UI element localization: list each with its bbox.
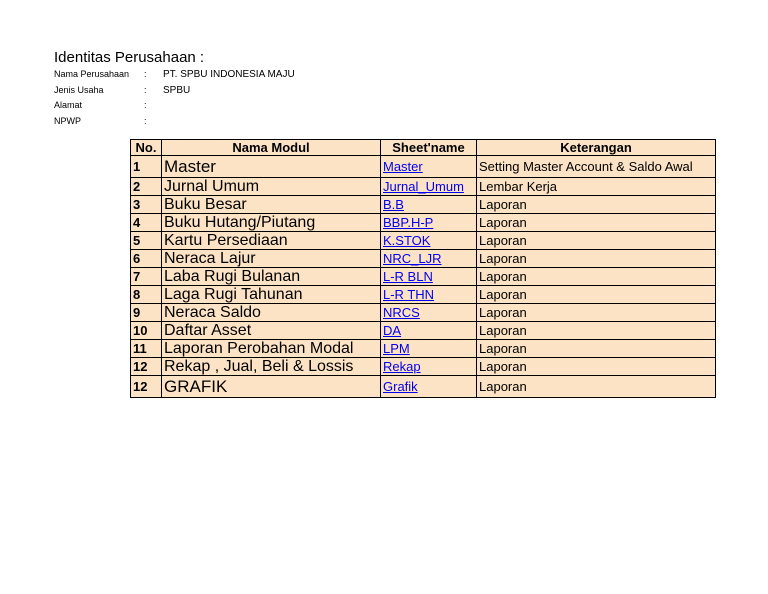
row-number: 4 [131, 214, 162, 232]
module-name: GRAFIK [162, 376, 381, 398]
sheet-link[interactable]: L-R BLN [383, 269, 433, 284]
table-row [131, 196, 716, 214]
description: Laporan [477, 376, 716, 398]
sheet-link[interactable]: Jurnal_Umum [383, 179, 464, 194]
sheet-link[interactable]: K.STOK [383, 233, 431, 248]
module-name: Daftar Asset [162, 322, 381, 340]
row-number: 10 [131, 322, 162, 340]
sheet-cell [381, 376, 477, 398]
module-name: Buku Hutang/Piutang [162, 214, 381, 232]
identity-label: NPWP [54, 115, 81, 126]
sheet-cell [381, 286, 477, 304]
identity-label: Nama Perusahaan [54, 69, 130, 79]
sheet-cell [381, 304, 477, 322]
sheet-cell [381, 196, 477, 214]
row-number: 3 [131, 196, 162, 214]
identity-colon: : [144, 69, 147, 79]
table-row [131, 232, 716, 250]
header-module-name: Nama Modul [162, 140, 381, 156]
sheet-link[interactable]: NRCS [383, 305, 420, 320]
sheet-link[interactable]: NRC_LJR [383, 251, 442, 266]
row-number: 12 [131, 376, 162, 398]
table-row [131, 340, 716, 358]
table-row [131, 178, 716, 196]
row-number: 8 [131, 286, 162, 304]
table-row [131, 304, 716, 322]
sheet-cell [381, 358, 477, 376]
row-number: 2 [131, 178, 162, 196]
identity-row-npwp [54, 114, 204, 130]
description: Laporan [477, 250, 716, 268]
module-table [130, 139, 716, 398]
sheet-cell [381, 322, 477, 340]
sheet-link[interactable]: Grafik [383, 379, 418, 394]
row-number: 7 [131, 268, 162, 286]
identity-value: PT. SPBU INDONESIA MAJU [163, 69, 295, 80]
table-row [131, 286, 716, 304]
identity-colon: : [144, 84, 147, 95]
sheet-link[interactable]: DA [383, 323, 402, 338]
identity-label: Alamat [54, 100, 83, 110]
identity-value: SPBU [163, 84, 191, 96]
module-name: Laba Rugi Bulanan [162, 268, 381, 286]
sheet-link[interactable]: LPM [383, 341, 410, 356]
header-no: No. [131, 140, 162, 156]
identity-row-address [54, 98, 204, 114]
module-name: Rekap , Jual, Beli & Lossis [162, 358, 381, 376]
identity-colon: : [144, 115, 147, 126]
module-name: Master [162, 156, 381, 178]
table-row [131, 358, 716, 376]
header-description: Keterangan [477, 140, 716, 156]
header-sheet-name: Sheet'name [381, 140, 477, 156]
identity-row-company-name [54, 67, 295, 83]
description: Setting Master Account & Saldo Awal [477, 156, 716, 178]
sheet-cell [381, 214, 477, 232]
table-row [131, 322, 716, 340]
description: Laporan [477, 196, 716, 214]
row-number: 5 [131, 232, 162, 250]
module-name: Kartu Persediaan [162, 232, 381, 250]
table-row [131, 156, 716, 178]
table-row [131, 250, 716, 268]
module-name: Neraca Lajur [162, 250, 381, 268]
module-name: Laporan Perobahan Modal [162, 340, 381, 358]
row-number: 9 [131, 304, 162, 322]
sheet-cell [381, 340, 477, 358]
description: Laporan [477, 286, 716, 304]
sheet-link[interactable]: BBP.H-P [383, 215, 434, 230]
identity-title: Identitas Perusahaan : [54, 49, 205, 66]
sheet-link[interactable]: B.B [383, 197, 404, 212]
description: Laporan [477, 268, 716, 286]
sheet-cell [381, 232, 477, 250]
row-number: 12 [131, 358, 162, 376]
description: Laporan [477, 232, 716, 250]
row-number: 1 [131, 156, 162, 178]
description: Laporan [477, 304, 716, 322]
sheet-cell [381, 268, 477, 286]
row-number: 6 [131, 250, 162, 268]
identity-row-business-type [54, 83, 204, 99]
description: Laporan [477, 358, 716, 376]
table-header-row [131, 140, 716, 156]
table-row [131, 214, 716, 232]
company-identity [54, 49, 295, 129]
description: Lembar Kerja [477, 178, 716, 196]
module-name: Buku Besar [162, 196, 381, 214]
row-number: 11 [131, 340, 162, 358]
module-name: Jurnal Umum [162, 178, 381, 196]
identity-label: Jenis Usaha [54, 84, 104, 95]
sheet-cell [381, 156, 477, 178]
module-name: Neraca Saldo [162, 304, 381, 322]
sheet-cell [381, 250, 477, 268]
description: Laporan [477, 322, 716, 340]
description: Laporan [477, 214, 716, 232]
identity-colon: : [144, 100, 147, 110]
module-name: Laga Rugi Tahunan [162, 286, 381, 304]
table-row [131, 268, 716, 286]
sheet-cell [381, 178, 477, 196]
description: Laporan [477, 340, 716, 358]
sheet-link[interactable]: Master [383, 159, 423, 174]
sheet-link[interactable]: Rekap [383, 359, 421, 374]
sheet-link[interactable]: L-R THN [383, 287, 435, 302]
table-row [131, 376, 716, 398]
